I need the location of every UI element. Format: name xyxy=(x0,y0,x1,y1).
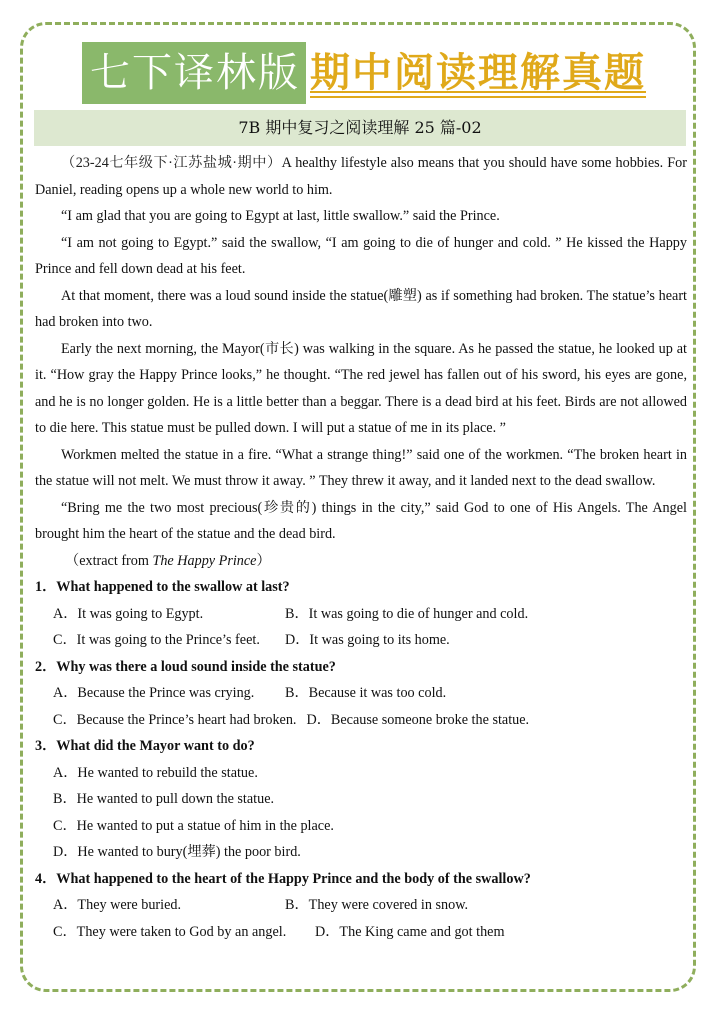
passage-paragraph-1 xyxy=(35,150,687,203)
q2-option-c: C．Because the Prince’s heart had broken. xyxy=(53,711,297,728)
banner-edition-label: 七下译林版 xyxy=(82,42,306,104)
question-3: 3．What did the Mayor want to do? xyxy=(35,738,255,754)
q4-option-a: A．They were buried. xyxy=(53,897,182,913)
question-3-options xyxy=(35,760,687,866)
question-1-options xyxy=(35,601,687,654)
passage-paragraph-3: “I am not going to Egypt.” said the swallow, “I am going to die of hunger and cold. ” He kissed the Happy Prince and fell down dead at his feet. xyxy=(35,234,687,277)
passage-paragraph-5: Early the next morning, the Mayor(市长) was walking in the square. As he passed the statue, he looked up at it. “How gray the Happy Prince looks,” he thought. “The red jewel has fallen out of his sword, his eyes are gone, and he is no longer golden. He is a little better than a beggar. There is a dead bird at his feet. Birds are not allowed to die here. This statue must be pulled down. I will put a statue of me in its place. ” xyxy=(35,340,687,436)
passage-paragraph-4: At that moment, there was a loud sound inside the statue(雕塑) as if something had broken. The statue’s heart had broken into two. xyxy=(35,287,687,330)
q3-option-b: B．He wanted to pull down the statue. xyxy=(53,791,275,807)
question-4-options xyxy=(35,892,687,945)
title-banner xyxy=(82,42,646,104)
extract-citation: （extract from The Happy Prince） xyxy=(65,552,271,569)
q3-option-d: D．He wanted to bury(埋葬) the poor bird. xyxy=(53,844,301,860)
q2-option-b: B．Because it was too cold. xyxy=(285,685,447,701)
q2-option-a: A．Because the Prince was crying. xyxy=(53,685,255,701)
q3-option-a: A．He wanted to rebuild the statue. xyxy=(53,764,258,781)
extract-title: The Happy Prince xyxy=(152,552,257,569)
q4-option-d: D．The King came and got them xyxy=(315,923,505,940)
passage-paragraph-1-text: A healthy lifestyle also means that you should have some hobbies. For Daniel, reading opens up a whole new world to him. xyxy=(35,155,687,198)
banner-topic-label: 期中阅读理解真题 xyxy=(306,42,646,104)
section-subtitle: 7B 期中复习之阅读理解 25 篇-02 xyxy=(34,110,686,146)
reading-content xyxy=(35,150,687,945)
passage-paragraph-7: “Bring me the two most precious(珍贵的) things in the city,” said God to one of His Angels. The Angel brought him the heart of the statue and the dead bird. xyxy=(35,499,687,542)
q2-option-d: D．Because someone broke the statue. xyxy=(306,711,530,728)
q3-option-c: C．He wanted to put a statue of him in the place. xyxy=(53,817,334,834)
question-2-options xyxy=(35,680,687,733)
q4-option-c: C．They were taken to God by an angel. xyxy=(53,923,287,940)
q1-option-c: C．It was going to the Prince’s feet. xyxy=(53,632,260,648)
passage-paragraph-2: “I am glad that you are going to Egypt at last, little swallow.” said the Prince. xyxy=(61,208,500,224)
passage-source: （23-24七年级下·江苏盐城·期中） xyxy=(61,155,282,171)
question-4: 4．What happened to the heart of the Happy Prince and the body of the swallow? xyxy=(35,870,531,887)
question-1: 1．What happened to the swallow at last? xyxy=(35,579,290,595)
q4-option-b: B．They were covered in snow. xyxy=(285,897,469,913)
passage-paragraph-6: Workmen melted the statue in a fire. “What a strange thing!” said one of the workmen. “The broken heart in the statue will not melt. We must throw it away. ” They threw it away, and it landed next to the dead swallow. xyxy=(35,446,687,489)
q1-option-d: D．It was going to its home. xyxy=(285,632,450,648)
q1-option-b: B．It was going to die of hunger and cold. xyxy=(285,605,529,622)
question-2: 2．Why was there a loud sound inside the statue? xyxy=(35,658,336,675)
q1-option-a: A．It was going to Egypt. xyxy=(53,605,204,622)
